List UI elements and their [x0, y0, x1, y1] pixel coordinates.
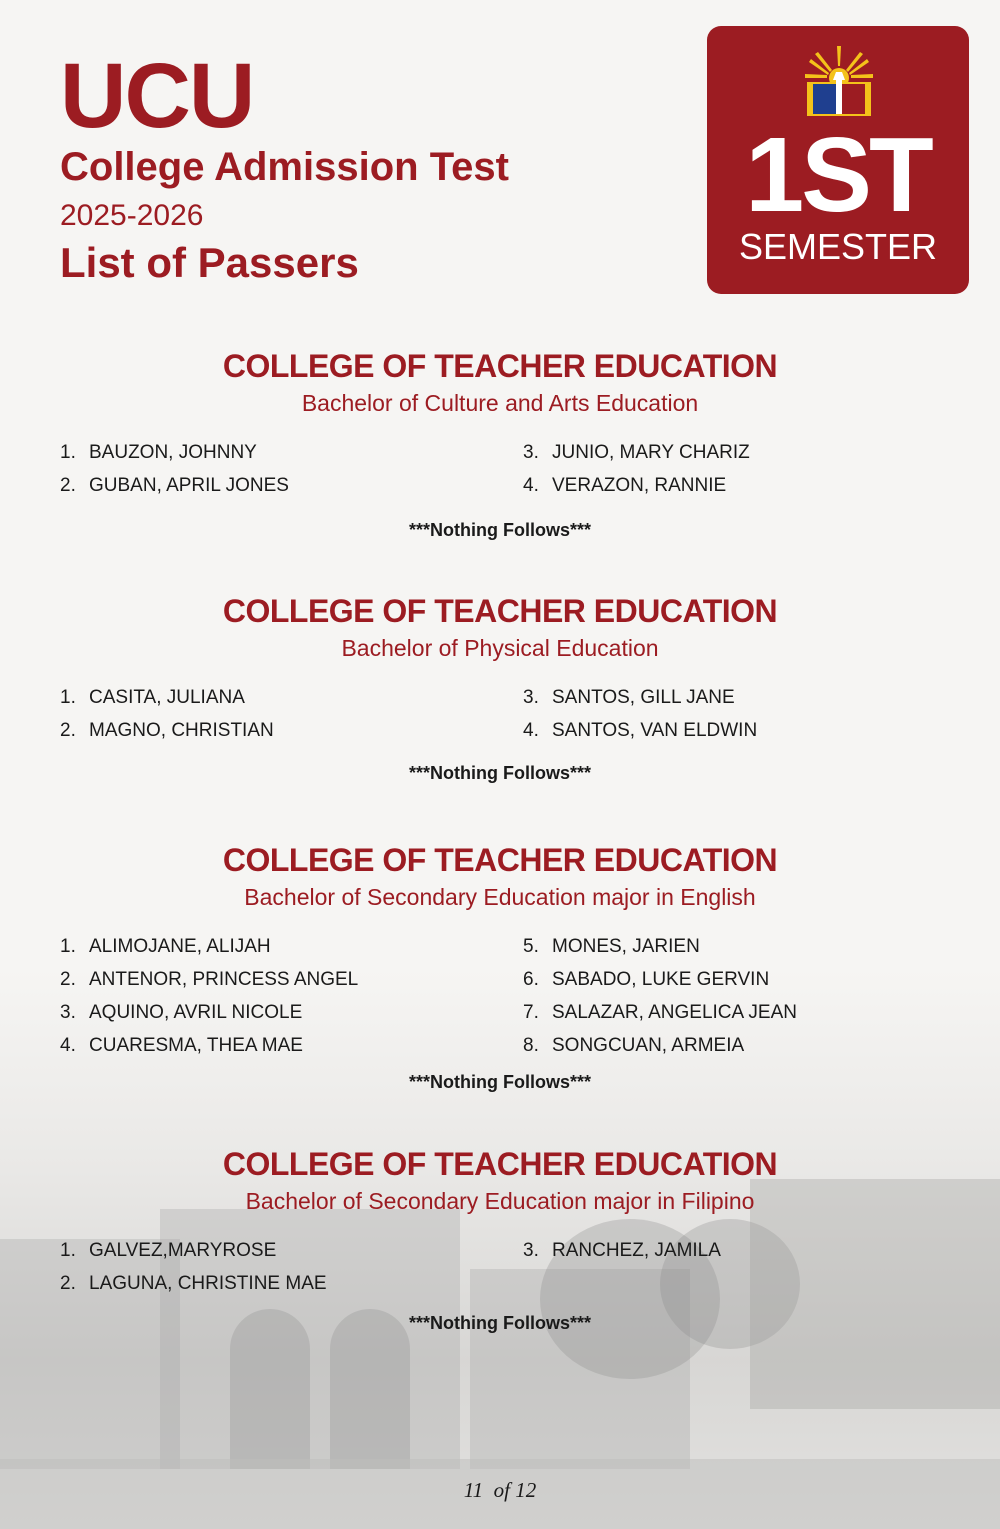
page-total: 12 [515, 1478, 537, 1502]
list-item: 2. GUBAN, APRIL JONES [60, 475, 289, 496]
list-item: 5. MONES, JARIEN [523, 936, 700, 957]
semester-label: SEMESTER [738, 226, 938, 267]
university-acronym: UCU [60, 45, 254, 147]
list-item: 3. SANTOS, GILL JANE [523, 687, 735, 708]
program-heading: Bachelor of Culture and Arts Education [301, 390, 699, 416]
list-item: 4. CUARESMA, THEA MAE [60, 1035, 303, 1056]
college-heading: COLLEGE OF TEACHER EDUCATION [222, 348, 778, 384]
list-item: 4. SANTOS, VAN ELDWIN [523, 720, 758, 741]
list-item: 6. SABADO, LUKE GERVIN [523, 969, 770, 990]
college-heading: COLLEGE OF TEACHER EDUCATION [222, 593, 778, 629]
list-item: 7. SALAZAR, ANGELICA JEAN [523, 1002, 797, 1023]
nothing-follows: ***Nothing Follows*** [408, 1072, 591, 1092]
school-year: 2025-2026 [60, 199, 204, 232]
nothing-follows: ***Nothing Follows*** [408, 763, 591, 783]
program-heading: Bachelor of Physical Education [341, 635, 659, 661]
page-of: of [493, 1478, 511, 1502]
list-item: 3. JUNIO, MARY CHARIZ [523, 442, 750, 463]
list-item: 2. ANTENOR, PRINCESS ANGEL [60, 969, 359, 990]
list-item: 3. RANCHEZ, JAMILA [523, 1240, 721, 1261]
semester-number: 1ST [745, 116, 931, 234]
list-item: 1. ALIMOJANE, ALIJAH [60, 936, 271, 957]
title-block [60, 45, 509, 286]
list-item: 4. VERAZON, RANNIE [523, 475, 727, 496]
college-heading: COLLEGE OF TEACHER EDUCATION [222, 1146, 778, 1182]
list-item: 2. LAGUNA, CHRISTINE MAE [60, 1273, 327, 1294]
page-number [0, 1478, 1000, 1503]
nothing-follows: ***Nothing Follows*** [408, 1313, 591, 1333]
program-heading: Bachelor of Secondary Education major in Filipino [245, 1188, 755, 1214]
list-title: List of Passers [60, 239, 359, 286]
program-heading: Bachelor of Secondary Education major in English [244, 884, 756, 910]
page-current: 11 [463, 1478, 484, 1502]
semester-badge [707, 26, 969, 294]
list-item: 1. CASITA, JULIANA [60, 687, 245, 708]
ucu-torch-sun-logo-icon [803, 44, 875, 120]
college-heading: COLLEGE OF TEACHER EDUCATION [222, 842, 778, 878]
program-section [0, 346, 1000, 540]
test-name: College Admission Test [60, 145, 509, 189]
nothing-follows: ***Nothing Follows*** [408, 520, 591, 540]
program-section [0, 840, 1000, 1092]
list-item: 8. SONGCUAN, ARMEIA [523, 1035, 745, 1056]
list-item: 1. GALVEZ,MARYROSE [60, 1240, 277, 1261]
list-item: 3. AQUINO, AVRIL NICOLE [60, 1002, 303, 1023]
program-section [0, 1144, 1000, 1333]
list-item: 1. BAUZON, JOHNNY [60, 442, 257, 463]
program-section [0, 591, 1000, 783]
list-item: 2. MAGNO, CHRISTIAN [60, 720, 274, 741]
